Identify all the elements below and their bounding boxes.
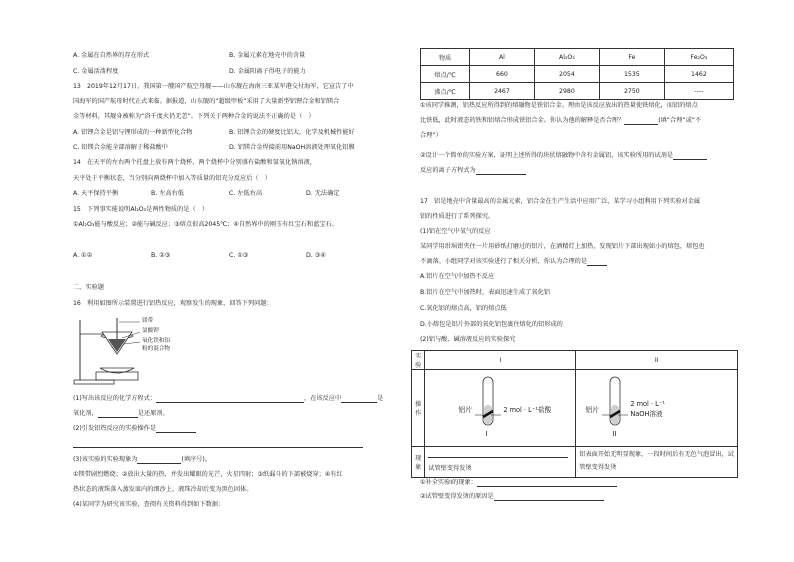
table-row: [421, 66, 734, 83]
reagent-label: NaOH溶液: [630, 410, 663, 418]
q16-sub3-text: (3)该实验的实验现象为: [73, 456, 138, 463]
q17-line: [420, 257, 607, 266]
q13-option-c: C. 铝镁合金能全部溶解于稀盐酸中: [73, 144, 168, 151]
aluminum-sheet-label: 铝片: [458, 406, 473, 414]
q16-sub1-text: ，在该反应中: [304, 395, 342, 402]
q16-sub1-text: 氧化剂，: [73, 410, 98, 417]
q13-line: 国海军的国产航母时代正式来临。据报道，山东舰的“超级甲板”采用了大量新型铝锂合金和铝镁合: [73, 98, 340, 105]
q17-option-d: D.小熔包是铝片外部的氧化铝包裹住熔化的铝形成的: [420, 321, 563, 328]
thermite-apparatus-figure: [70, 312, 190, 386]
table-cell: Fe: [599, 49, 664, 66]
phenomenon-text: 试管壁变得发烫: [428, 465, 472, 472]
phenomenon-I-cell: [425, 447, 576, 478]
experiment-operation-row: [412, 370, 738, 447]
q13-line: 金等材料，其舰身被称为“浴千度火仍无恙”。下列关于两种合金的说法不正确的是（ ）: [73, 113, 315, 120]
q15-option-b: B. ②③: [151, 252, 171, 259]
q16-sub4: (4)某同学为研究该实验，查阅有关资料得到如下数据：: [73, 501, 225, 508]
figure-label-mixture: 氧化铁和铝: [142, 338, 170, 344]
table-cell: 2054: [534, 66, 599, 83]
table-cell: Al: [470, 49, 535, 66]
melting-point-table: [420, 48, 734, 100]
q15-line: 15 下列事实能说明Al₂O₃是两性物质的是（ ）: [73, 206, 209, 213]
q17-line: 铝的性质进行了系列探究。: [420, 213, 495, 220]
reagent-label: 2 mol · L⁻¹: [630, 400, 665, 408]
experiment-I-cell: [425, 370, 576, 447]
answer-blank[interactable]: [494, 493, 604, 501]
q14-option-d: D. 无法确定: [306, 190, 340, 197]
q13-option-d: D. 铝镁合金焊接前用NaOH溶液处理氧化铝膜: [229, 144, 355, 151]
q16-4-text: ②设计一个简单的实验方案，证明上述所得的块状熔融物中含有金属铝，该实验所用的试剂是: [420, 152, 674, 159]
experiment-table: [411, 350, 738, 478]
q16-line: 16 利用如图所示装置进行铝热反应，观察发生的现象，回答下列问题：: [73, 300, 273, 307]
table-cell: 660: [470, 66, 535, 83]
q17-line: 某同学用坩埚钳夹住一片用砂纸打磨过的铝片，在酒精灯上加热，发现铝片下部出现如小的熔包，熔包也: [420, 243, 705, 250]
phenomenon-II-cell: [576, 447, 738, 478]
q16-sub1-text: 是还原剂。: [137, 410, 169, 417]
q16-sub3-text: (填序号)。: [181, 456, 212, 463]
q16-4-line: [420, 166, 526, 175]
q16-4-text: (填“合理”或“不: [658, 117, 702, 124]
q17-option-a: A.铝片在空气中加热不反应: [420, 273, 495, 280]
option-a: A. 金属在自然界的存在形式: [73, 52, 150, 59]
experiment-phenomenon-row: [412, 447, 738, 478]
test-tube-icon: [425, 371, 575, 445]
table-cell: 2980: [534, 83, 599, 100]
q15-option-a: A. ①②: [73, 252, 93, 259]
q16-4-line: ①该同学推测，铝热反应所得到的熔融物是铁铝合金。理由是该反应放出的热量使铁熔化，而铝的熔点: [420, 102, 698, 109]
q17-subheading: (2)铝与酸、碱溶液反应的实验探究: [420, 336, 516, 343]
q16-sub1-text: (1)写出该反应的化学方程式：: [73, 395, 157, 402]
section-heading: 二、实验题: [73, 284, 104, 291]
reagent-label: 2 mol · L⁻¹盐酸: [503, 406, 552, 414]
answer-blank[interactable]: [137, 456, 181, 464]
table-cell: 2467: [470, 83, 535, 100]
q16-4-line: [420, 116, 701, 125]
q16-sub1: [73, 394, 383, 403]
table-cell: 物质: [421, 49, 470, 66]
table-cell: 现象: [412, 447, 425, 478]
table-cell: ----: [664, 83, 733, 100]
table-cell: Fe₂O₃: [664, 49, 733, 66]
table-cell: 沸点/℃: [421, 83, 470, 100]
q15-option-c: C. ①③: [229, 252, 249, 259]
option-b: B. 金属元素在地壳中的含量: [229, 52, 306, 59]
answer-blank[interactable]: [156, 425, 196, 433]
q13-option-a: A. 铝锂合金是铝与锂形成的一种新型化合物: [73, 129, 193, 136]
q16-sub2: [73, 424, 196, 433]
q16-sub1-cont: [73, 409, 169, 418]
q14-option-a: A. 天平保持平衡: [73, 190, 119, 197]
table-cell: II: [576, 351, 738, 370]
table-cell: 2750: [599, 83, 664, 100]
q15-line: ①Al₂O₃能与酸反应；②能与碱反应；③熔点很高2045℃；④自然界中的刚玉有红宝石和蓝宝石。: [73, 221, 338, 228]
q16-sub3: [73, 455, 211, 464]
q13-line: 13 2019年12月17日，我国第一艘国产航空母舰——山东舰在海南三亚某军港交付海军，它宣告了中: [73, 83, 354, 90]
answer-blank[interactable]: [673, 152, 707, 160]
q17-line: 17 铝是地壳中含量最高的金属元素，铝合金在生产生活中应用广泛，某学习小组利用下列实验对金属: [420, 198, 701, 205]
q16-options: ①镁带剧烈燃烧；②放出大量的热，并发出耀眼的光芒，火星四射；③纸漏斗的下部被烧穿；④有红: [73, 471, 343, 478]
table-row: [421, 83, 734, 100]
figure-label-kclo3: 氯酸钾: [142, 328, 159, 334]
answer-blank[interactable]: [73, 440, 363, 448]
q16-options: 热状态的液珠落入蒸发皿内的细沙上，液珠冷却后变为黑色固体。: [73, 486, 253, 493]
q14-line: 14 在天平的左右两个托盘上放有两个烧杯，两个烧杯中分别盛有盐酸和氢氧化钠溶液，: [73, 159, 316, 166]
q16-4-text: 反应的离子方程式为: [420, 167, 476, 174]
table-cell: 熔点/℃: [421, 66, 470, 83]
q16-4-text: 比铁低，此时液态的铁和铝熔合形成铁铝合金。你认为他的解释是否合理？: [420, 117, 625, 124]
q16-sub1-text: 是: [377, 395, 384, 402]
table-cell: 实验: [412, 351, 425, 370]
q17-sub-question: [420, 478, 617, 487]
phenomenon-text: 管壁变得发烫: [579, 464, 617, 471]
table-cell: 1462: [664, 66, 733, 83]
q17-option-c: C.氧化铝的熔点高，铝的熔点低: [420, 305, 507, 312]
answer-blank[interactable]: [477, 479, 617, 487]
table-cell: 操作: [412, 370, 425, 447]
table-cell: 1535: [599, 66, 664, 83]
q16-4-line: [420, 151, 707, 160]
q17-option-b: B.铝片在空气中加热时，表面迅速生成了氧化铝: [420, 289, 550, 296]
answer-blank[interactable]: [624, 117, 658, 125]
answer-blank[interactable]: [98, 410, 138, 418]
q17-sub-text: ②试管壁变得发烫的原因是: [420, 493, 494, 500]
q17-subheading: (1)铝在空气中氧气的反应: [420, 228, 491, 235]
table-cell: Al₂O₃: [534, 49, 599, 66]
table-cell: I: [425, 351, 576, 370]
answer-blank[interactable]: [428, 449, 568, 458]
option-c: C. 金属活泼程度: [73, 68, 119, 75]
q17-sub-question: [420, 492, 604, 501]
q17-sub-text: ①补全实验I的现象：: [420, 479, 477, 486]
table-header-row: [421, 49, 734, 66]
tube-number: II: [612, 430, 617, 438]
q15-option-d: D. ③④: [306, 252, 326, 259]
answer-blank[interactable]: [587, 258, 607, 266]
q13-option-b: B. 铝锂合金的硬度比铝大，化学及机械性能好: [229, 129, 355, 136]
q14-line: 天平处于平衡状态，当分别向两烧杯中加入等质量的铝充分反应后（ ）: [73, 175, 271, 182]
experiment-header-row: [412, 351, 738, 370]
q17-text: 不滴落。小组同学对该实验进行了相关分析，你认为合理的是: [420, 258, 588, 265]
answer-blank[interactable]: [156, 395, 304, 403]
tube-number: I: [485, 430, 488, 438]
answer-blank[interactable]: [476, 167, 526, 175]
experiment-II-cell: [576, 370, 738, 447]
answer-blank[interactable]: [341, 395, 377, 403]
figure-label-magnesium: 镁带: [142, 318, 154, 324]
phenomenon-text: 铝表面开始无明显现象，一段时间后有无色气泡冒出，试: [579, 451, 734, 458]
q14-option-b: B. 左高右低: [151, 190, 184, 197]
q16-sub2-text: (2)引发铝热反应的实验操作是: [73, 425, 157, 432]
aluminum-sheet-label: 铝片: [585, 406, 600, 414]
q16-4-line: 合理”）: [420, 132, 442, 139]
option-d: D. 金属阳离子得电子的能力: [229, 68, 306, 75]
figure-label-mixture: 粉的混合物: [142, 346, 170, 352]
q14-option-c: C. 左低右高: [229, 190, 263, 197]
